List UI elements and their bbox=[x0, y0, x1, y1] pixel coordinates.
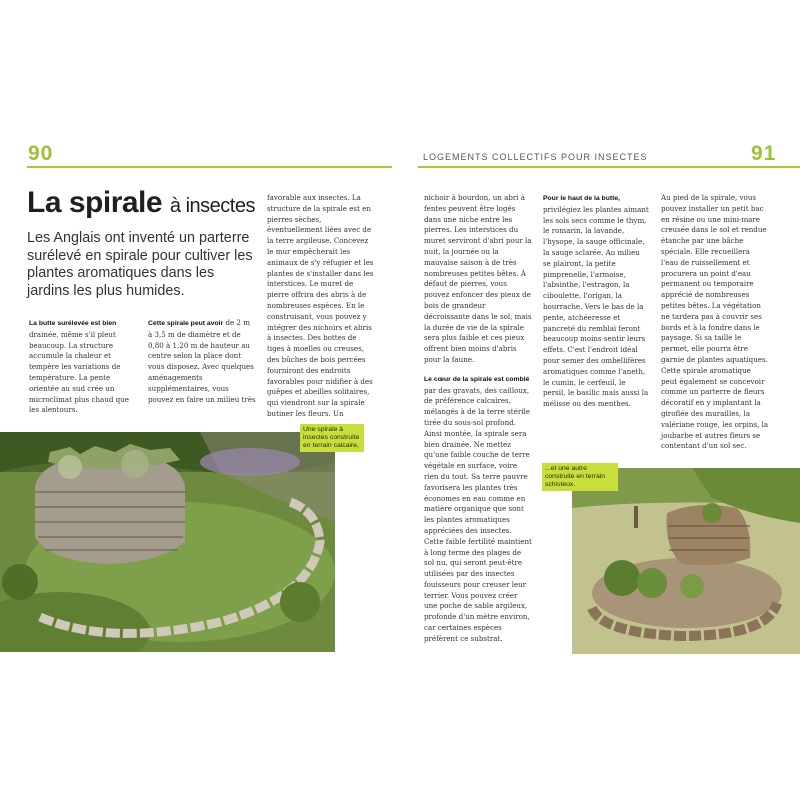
header-rule-right bbox=[418, 166, 800, 168]
column-left-1-text: drainée, même s'il pleut beaucoup. La structure accumule la chaleur et tempère les variations de température. La pente orientée au sud crée un microclimat plus chaud que les alentours. bbox=[29, 329, 129, 415]
column-right-1-text-2: par des gravats, des cailloux, de préférence calcaires, mélangés à de la terre stérile tirée du sous-sol profond. Ainsi montée, la spirale sera bien drainée. Ne mettez qu'une faible couche de terre végétale en surface, voire rien du tout. Sa terre pauvre favorisera les plantes très économes en eau comme en matière organique que sont les plantes aromatiques appréciées des insectes. Cette faible fertilité maintient à long terme des plages de sol nu, qui seront peut-être utilisées par des insectes fouisseurs pour creuser leur terrier. Vous pouvez créer une poche de sable argileux, profonde d'un mètre environ, car certaines espèces préfèrent ce substrat. bbox=[424, 385, 532, 643]
left-page-number: 90 bbox=[28, 142, 54, 165]
column-left-3-text: favorable aux insectes. La structure de la spirale est en pierres sèches, éventuellement liées avec de la terre argileuse. Concevez le mur empêcherait les animaux de s'y réfugier et les plantes de s'installer dans les interstices. Le muret de pierre offrira des abris à de nombreuses espèces. En le construisant, vous pouvez y intégrer des nichoirs et abris à insectes. Des bottes de tiges à moelles ou creuses, des bûches de bois percées fourniront des endroits favorables pour nidifier à des guêpes et abeilles solitaires, qui viendront sur la spirale butiner les fleurs. Un bbox=[267, 193, 374, 418]
column-left-2-text: de 2 m à 3,5 m de diamètre et de 0,80 à 1,20 m de hauteur au centre selon la place dont vous disposez. Avec quelques aménagements supplémentaires, vous pouvez en faire un milieu très bbox=[148, 318, 256, 404]
spiral-photo-schist bbox=[572, 468, 800, 654]
title-main: La spirale bbox=[27, 186, 163, 219]
column-right-3-text: Au pied de la spirale, vous pouvez installer un petit bac en résine ou une mini-mare creusée dans le sol et rendue étanche par une bâche spéciale. Elle recueillera l'eau de ruissellement et procurera un point d'eau permanent ou temporaire apprécié de nombreuses petites bêtes. La végétation ne tardera pas à couvrir ses bords et à la fondre dans le paysage. Si sa taille le permet, elle pourra être garnie de plantes aquatiques. Cette spirale aromatique peut également se concevoir comme un parterre de fleurs décoratif en y implantant la giroflée des murailles, la valériane rouge, les orpins, la joubarbe et autres fleurs se contentant d'un sol sec. bbox=[661, 193, 769, 451]
column-left-1 bbox=[29, 318, 139, 416]
section-title: LOGEMENTS COLLECTIFS POUR INSECTES bbox=[423, 152, 648, 162]
column-left-2-lead: Cette spirale peut avoir bbox=[148, 320, 224, 327]
caption-photo-schist: ...et une autre construite en terrain schisteux. bbox=[542, 463, 618, 491]
intro-paragraph: Les Anglais ont inventé un parterre surélevé en spirale pour cultiver les plantes aromatiques dans les jardins les plus humides. bbox=[27, 230, 253, 299]
title-sub: à insectes bbox=[169, 195, 255, 217]
column-right-3 bbox=[661, 193, 769, 452]
column-left-3 bbox=[267, 193, 375, 420]
column-right-2-text: privilégiez les plantes aimant les sols secs comme le thym, le romarin, la lavande, l'hysope, la sauge officinale, la sauge sclarée. Au milieu se plairont, la petite pimprenelle, l'armoise, l'absinthe, l'estragon, la ciboulette, l'origan, la bourrache. Vers le bas de la pente, atchéeresse et pancreté du remblai feront beaucoup moins sentir leurs effets. C'est l'endroit idéal pour semer des ombellifères aromatiques comme l'aneth, le cumin, le cerfeuil, le persil, le basilic mais aussi la mélisse ou des menthes. bbox=[543, 204, 649, 409]
column-left-1-lead: La butte surélevée est bien bbox=[29, 320, 117, 327]
spiral-schist-image bbox=[572, 468, 800, 654]
column-left-2 bbox=[148, 318, 256, 405]
caption-photo-limestone: Une spirale à insectes construite en terrain calcaire, bbox=[300, 424, 364, 452]
right-page-number: 91 bbox=[751, 142, 777, 165]
book-spread bbox=[0, 118, 800, 682]
column-right-2-lead: Pour le haut de la butte, bbox=[543, 195, 621, 202]
column-right-1 bbox=[424, 193, 532, 645]
column-right-1-lead: Le cœur de la spirale est comblé bbox=[424, 375, 530, 383]
page-title bbox=[27, 186, 255, 220]
column-right-1-text-1: nichoir à bourdon, un abri à fentes peuvent être logés dans une niche entre les pierres. Les interstices du muret serviront d'abri pour la nuit, la journée ou la mauvaise saison à de très nombreuses petites bêtes. À défaut de pierres, vous pouvez enfoncer des pieux de bois de grandeur décroissante dans le sol, mais la durée de vie de la spirale sera plus faible et ces pieux offrent bien moins d'abris pour la faune. bbox=[424, 193, 532, 364]
spiral-limestone-image bbox=[0, 432, 335, 652]
spiral-photo-limestone bbox=[0, 432, 335, 652]
column-right-2 bbox=[543, 193, 649, 410]
header-rule-left bbox=[27, 166, 392, 168]
